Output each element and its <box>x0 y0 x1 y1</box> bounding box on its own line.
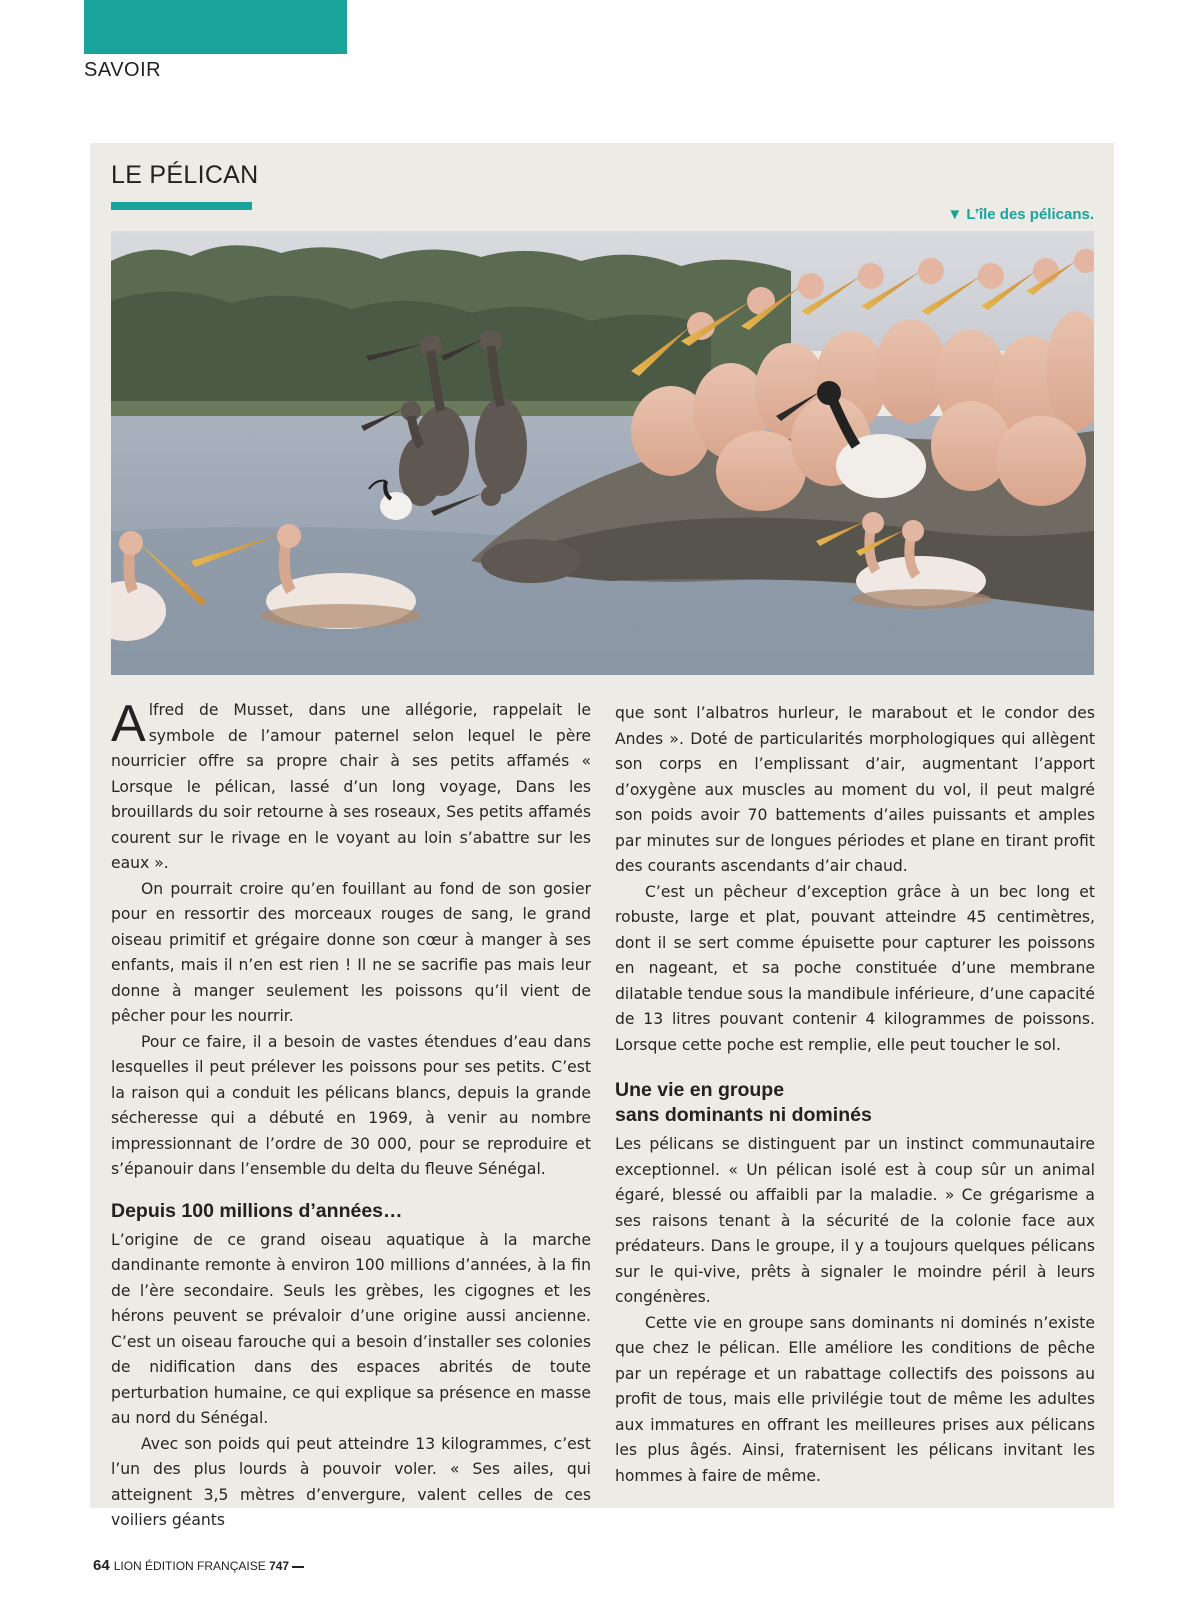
issue-number: 747 <box>269 1559 290 1573</box>
title-underline <box>111 202 252 210</box>
left-column <box>111 695 591 1534</box>
article-panel <box>90 143 1114 1529</box>
section-heading: Depuis 100 millions d’années… <box>111 1199 403 1222</box>
paragraph: Avec son poids qui peut atteindre 13 kilogrammes, c’est l’un des plus lourds à pouvoir voler. « Ses ailes, qui atteignent 3,5 mètres d’envergure, valent celles de ces voiliers géants <box>111 1434 591 1529</box>
paragraph: Pour ce faire, il a besoin de vastes étendues d’eau dans lesquelles il peut prélever les poissons pour ses petits. C’est la raison qui a conduit les pélicans blancs, depuis la grande sécheresse qui a débuté en 1969, à venir au nombre impressionnant de l’ordre de 30 000, pour se reproduire et s’épanouir dans l’ensemble du delta du fleuve Sénégal. <box>111 1032 591 1178</box>
pelican-photo <box>111 231 1094 675</box>
paragraph: C’est un pêcheur d’exception grâce à un bec long et robuste, large et plat, pouvant atteindre 45 centimètres, dont il se sert comme épuisette pour capturer les poissons en nageant, et sa poche constituée d’une membrane dilatable tendue sous la mandibule inférieure, d’une capacité de 13 litres pouvant contenir 4 kilogrammes de poissons. Lorsque cette poche est remplie, elle peut toucher le sol. <box>615 882 1095 1054</box>
paragraph: Alfred de Musset, dans une allégorie, rappelait le symbole de l’amour paternel selon lequel le père nourricier offre sa propre chair à ses petits affamés « Lorsque le pélican, lassé d’un long voyage, Dans les brouillards du soir retourne à ses roseaux, Ses petits affamés courent sur le rivage en le voyant au loin s’abattre sur les eaux ». <box>111 695 591 872</box>
section-label: SAVOIR <box>84 59 162 81</box>
paragraph: On pourrait croire qu’en fouillant au fond de son gosier pour en ressortir des morceaux rouges de sang, le grand oiseau primitif et grégaire donne son cœur à manger à ses enfants, mais il n’en est rien ! Il ne se sacrifie pas mais leur donne à manger seulement les poissons qu’il vient de pêcher pour les nourrir. <box>111 879 591 1025</box>
paragraph: Cette vie en groupe sans dominants ni dominés n’existe que chez le pélican. Elle améliore les conditions de pêche par un repérage et un rabattage collectifs des poissons au profit de tous, mais elle privilégie tout de même les adultes aux immatures en offrant les meilleures prises aux pélicans les plus âgés. Ainsi, fraternisent les pélicans invitant les hommes à faire de même. <box>615 1313 1095 1485</box>
drop-cap: A <box>111 695 146 753</box>
footer-dash <box>292 1566 304 1568</box>
page-number: 64 <box>93 1557 110 1574</box>
header-color-band <box>84 0 347 54</box>
right-column <box>615 701 1095 1489</box>
section-heading: Une vie en groupe sans dominants ni dominés <box>615 1079 872 1126</box>
paragraph: Les pélicans se distinguent par un instinct communautaire exceptionnel. « Un pélican isolé est à coup sûr un animal égaré, blessé ou affaibli par la maladie. » Ce grégarisme a ses raisons tenant à la sécurité de la colonie face aux prédateurs. Dans le groupe, il y a toujours quelques pélicans sur le qui-vive, prêts à signaler le moindre péril à leurs congénères. <box>615 1135 1095 1306</box>
page-footer <box>93 1557 304 1574</box>
paragraph: L’origine de ce grand oiseau aquatique à la marche dandinante remonte à environ 100 millions d’années, à la fin de l’ère secondaire. Seuls les grèbes, les cigognes et les hérons peuvent se prévaloir d’une origine aussi ancienne. C’est un oiseau farouche qui a besoin d’installer ses colonies de nidification dans des espaces abrités de toute perturbation humaine, ce qui explique sa présence en masse au nord du Sénégal. <box>111 1230 591 1427</box>
paragraph: que sont l’albatros hurleur, le marabout et le condor des Andes ». Doté de particularités morphologiques qui allègent son corps en l’emplissant d’air, augmentant l’apport d’oxygène aux muscles au moment du vol, il peut malgré son poids avoir 70 battements d’ailes puissants et amples par minutes sur de longues périodes et plane en tirant profit des courants ascendants d’air chaud. <box>615 704 1095 875</box>
article-title: LE PÉLICAN <box>111 161 259 189</box>
photo-caption: ▼ L’île des pélicans. <box>947 206 1094 223</box>
publication-name: LION ÉDITION FRANÇAISE <box>113 1559 266 1573</box>
